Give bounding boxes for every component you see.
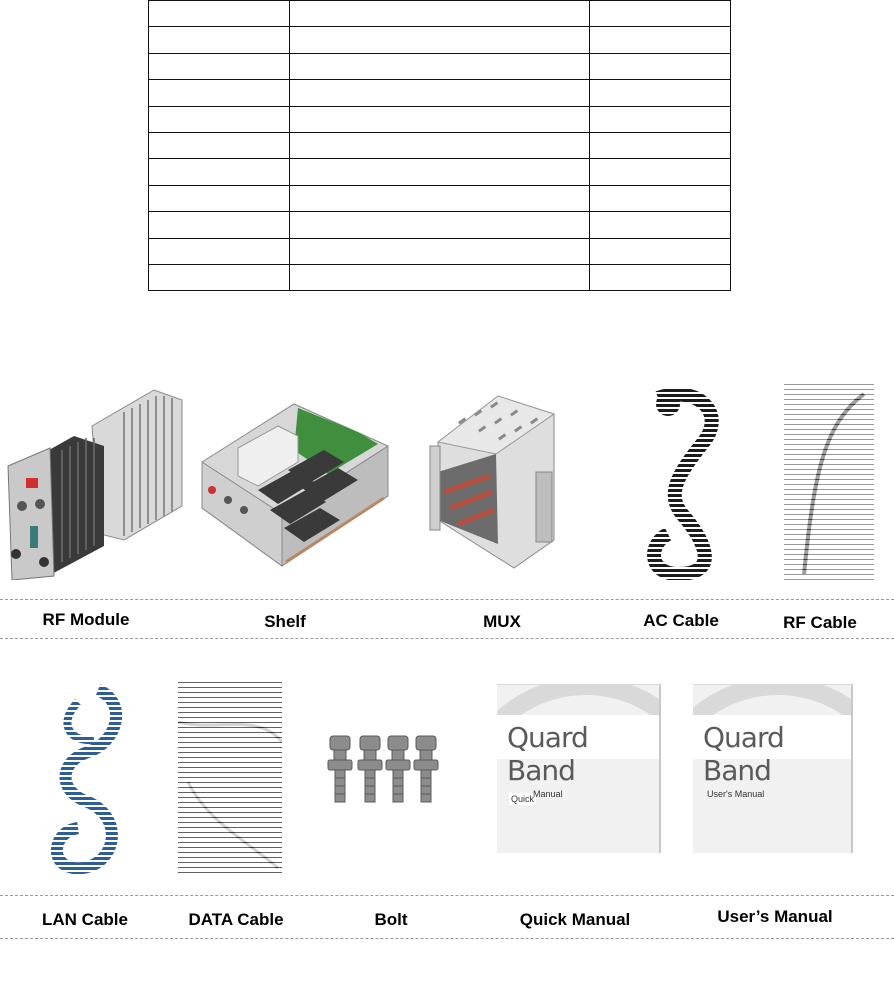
table-cell bbox=[590, 159, 731, 185]
table-row bbox=[149, 1, 731, 27]
table-cell bbox=[149, 238, 290, 264]
quick-manual-cover-sub-a: Quick bbox=[511, 794, 535, 804]
caption-rf-module: RF Module bbox=[42, 610, 130, 629]
table-cell bbox=[290, 132, 590, 158]
table-cell bbox=[149, 27, 290, 53]
table-cell bbox=[590, 27, 731, 53]
table-cell bbox=[290, 185, 590, 211]
table-cell bbox=[590, 264, 731, 290]
table-cell bbox=[149, 159, 290, 185]
rf-module-image bbox=[4, 386, 186, 580]
table-row bbox=[149, 132, 731, 158]
table-row bbox=[149, 53, 731, 79]
table-row bbox=[149, 159, 731, 185]
table-row bbox=[149, 106, 731, 132]
separator-dashed bbox=[0, 638, 894, 639]
table-cell bbox=[590, 53, 731, 79]
table-cell bbox=[149, 212, 290, 238]
table-cell bbox=[149, 185, 290, 211]
table-cell bbox=[149, 132, 290, 158]
table-cell bbox=[290, 264, 590, 290]
table-cell bbox=[590, 80, 731, 106]
table-cell bbox=[149, 80, 290, 106]
users-manual-image bbox=[693, 684, 853, 853]
lan-cable-image bbox=[38, 682, 140, 874]
users-manual-cover-sub: User's Manual bbox=[707, 789, 765, 799]
quick-manual-cover-sub-b: Manual bbox=[533, 789, 563, 799]
caption-quick-manual: Quick Manual bbox=[519, 910, 631, 929]
table-cell bbox=[590, 212, 731, 238]
quick-manual-cover-title: Quard Band bbox=[507, 721, 588, 787]
caption-users-manual: User’s Manual bbox=[717, 907, 833, 926]
table-row bbox=[149, 212, 731, 238]
caption-rf-cable: RF Cable bbox=[783, 613, 857, 632]
table-cell bbox=[590, 1, 731, 27]
separator-dashed bbox=[0, 895, 894, 896]
table-cell bbox=[149, 53, 290, 79]
parts-table-body bbox=[149, 1, 731, 291]
table-cell bbox=[290, 53, 590, 79]
data-cable-image bbox=[178, 682, 282, 874]
separator-dashed bbox=[0, 599, 894, 600]
table-row bbox=[149, 185, 731, 211]
separator-dashed bbox=[0, 938, 894, 939]
table-cell bbox=[590, 238, 731, 264]
table-cell bbox=[149, 106, 290, 132]
table-cell bbox=[290, 238, 590, 264]
users-manual-cover-title: Quard Band bbox=[703, 721, 784, 787]
table-cell bbox=[149, 1, 290, 27]
table-cell bbox=[590, 132, 731, 158]
shelf-image bbox=[198, 390, 390, 568]
table-row bbox=[149, 264, 731, 290]
table-row bbox=[149, 238, 731, 264]
parts-table bbox=[148, 0, 731, 291]
caption-data-cable: DATA Cable bbox=[188, 910, 284, 929]
table-cell bbox=[290, 159, 590, 185]
caption-ac-cable: AC Cable bbox=[643, 611, 719, 630]
caption-shelf: Shelf bbox=[264, 612, 306, 631]
table-row bbox=[149, 27, 731, 53]
bolt-image bbox=[326, 734, 442, 806]
caption-bolt: Bolt bbox=[374, 910, 408, 929]
table-cell bbox=[290, 106, 590, 132]
table-cell bbox=[290, 80, 590, 106]
table-cell bbox=[290, 212, 590, 238]
table-row bbox=[149, 80, 731, 106]
table-cell bbox=[590, 185, 731, 211]
caption-mux: MUX bbox=[483, 612, 521, 631]
table-cell bbox=[590, 106, 731, 132]
mux-image bbox=[428, 392, 556, 570]
caption-lan-cable: LAN Cable bbox=[42, 910, 128, 929]
quick-manual-image bbox=[497, 684, 661, 853]
table-cell bbox=[290, 1, 590, 27]
ac-cable-image bbox=[638, 384, 732, 580]
table-cell bbox=[149, 264, 290, 290]
rf-cable-image bbox=[784, 384, 874, 580]
table-cell bbox=[290, 27, 590, 53]
